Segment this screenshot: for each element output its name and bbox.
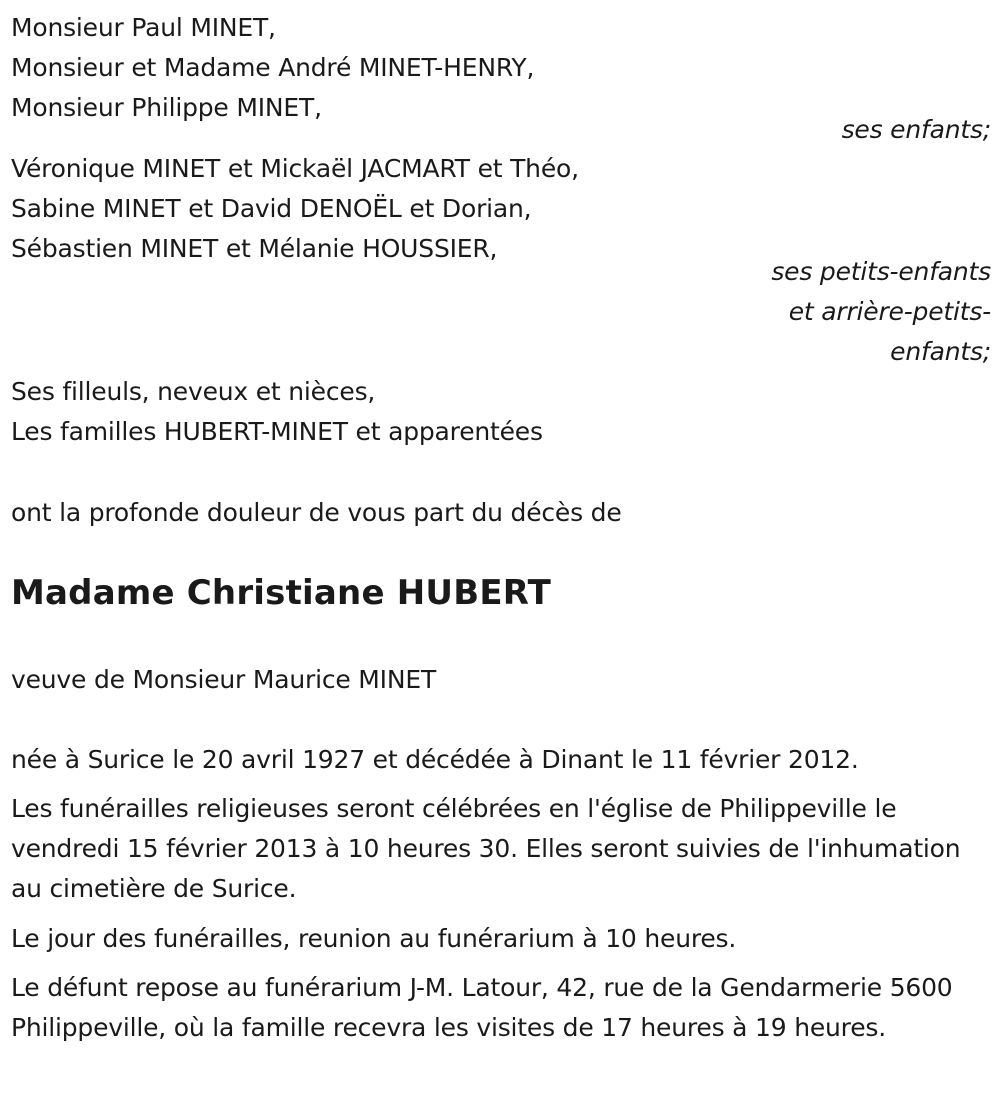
grandchild-name: Véronique MINET et Mickaël JACMART et Théo, — [11, 154, 579, 183]
relative-line: Ses filleuls, neveux et nièces, — [11, 377, 376, 406]
funeral-details: Les funérailles religieuses seront célébrées en l'église de Philippeville le vendredi 15 février 2013 à 10 heures 30. Elles seront suivies de l'inhumation au cimetière de Surice. — [11, 794, 961, 903]
relative-line: Les familles HUBERT-MINET et apparentées — [11, 417, 543, 446]
child-name: Monsieur et Madame André MINET-HENRY, — [11, 53, 535, 82]
widow-of: veuve de Monsieur Maurice MINET — [11, 665, 437, 694]
child-name: Monsieur Paul MINET, — [11, 13, 276, 42]
announcement: ont la profonde douleur de vous part du décès de — [11, 498, 622, 527]
grandchild-name: Sébastien MINET et Mélanie HOUSSIER, — [11, 234, 498, 263]
grandchildren-role — [11, 252, 991, 372]
grandchild-name: Sabine MINET et David DENOËL et Dorian, — [11, 194, 532, 223]
deceased-name: Madame Christiane HUBERT — [11, 573, 552, 613]
grandchildren-list — [11, 149, 579, 269]
visitation: Le défunt repose au funérarium J-M. Latour, 42, rue de la Gendarmerie 5600 Philippeville, où la famille recevra les visites de 17 heures à 19 heures. — [11, 973, 953, 1042]
grandchildren-role-line: ses petits-enfants — [771, 257, 991, 286]
children-role: ses enfants; — [841, 115, 991, 144]
birth-death: née à Surice le 20 avril 1927 et décédée à Dinant le 11 février 2012. — [11, 745, 859, 774]
child-name: Monsieur Philippe MINET, — [11, 93, 322, 122]
grandchildren-role-line: et arrière-petits- — [788, 297, 991, 326]
gathering: Le jour des funérailles, reunion au funérarium à 10 heures. — [11, 924, 737, 953]
grandchildren-role-line: enfants; — [890, 337, 991, 366]
other-relatives — [11, 372, 543, 452]
